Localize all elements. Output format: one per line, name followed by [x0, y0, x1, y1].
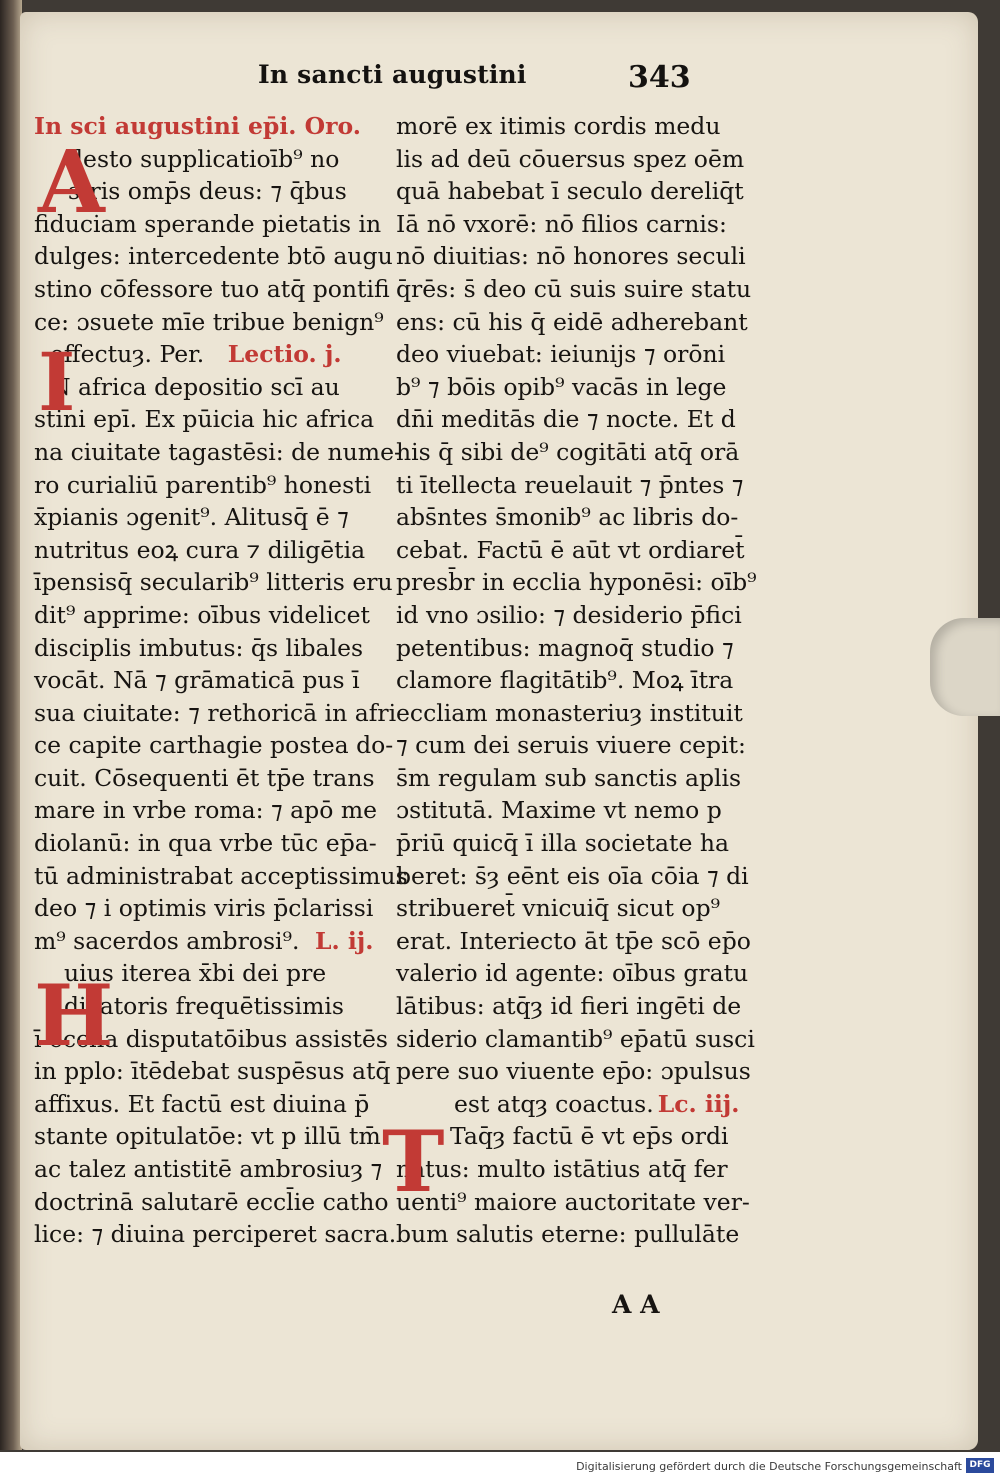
text-line: nutritus eoꝝ cura ⁊ diligētia — [34, 535, 366, 564]
text-line: sua ciuitate: ⁊ rethoricā in afri — [34, 698, 397, 727]
right-text-column — [396, 110, 771, 1251]
text-line: Iā nō vxorē: nō filios carnis: — [396, 209, 727, 238]
text-line: eccliam monasteriuȝ instituit — [396, 698, 743, 727]
text-line: id vno ɔsilio: ⁊ desiderio p̄fici — [396, 600, 742, 629]
text-fragment: effectuȝ. Per. — [50, 340, 205, 369]
text-line — [34, 338, 369, 371]
text-line: lātibus: atq̄ȝ id fieri ingēti de — [396, 992, 742, 1021]
text-line: morē ex itimis cordis medu — [396, 112, 721, 140]
funding-credit: Digitalisierung gefördert durch die Deutsche Forschungsgemeinschaft — [576, 1460, 962, 1473]
text-line: cuit. Cōsequenti ēt tp̄e trans — [34, 763, 375, 792]
text-fragment: est atqȝ coactus. — [454, 1089, 654, 1118]
footer-bar — [0, 1452, 1000, 1480]
text-line: his q̄ sibi de⁹ cogitāti atq̄ orā — [396, 437, 740, 466]
text-line: doctrinā salutarē eccl̄ie catho — [34, 1187, 389, 1216]
text-line: stris omp̄s deus: ⁊ q̄bus — [68, 177, 347, 206]
text-line: affixus. Et factū est diuina p̄ — [34, 1089, 370, 1118]
rubric-lectio: Lectio. j. — [227, 340, 342, 369]
decorated-initial-t: T — [382, 1112, 445, 1211]
text-line: quā habebat ī seculo dereliq̄t — [396, 177, 744, 206]
text-line: ac talez antistitē ambrosiuȝ ⁊ — [34, 1155, 383, 1183]
text-line: lis ad deū cōuersus spez oēm — [396, 144, 745, 173]
text-line: tū administrabat acceptissimus — [34, 861, 408, 890]
text-line: dn̄i meditās die ⁊ nocte. Et d — [396, 405, 736, 434]
rubric-heading: In sci augustini ep̄i. Oro. — [34, 112, 361, 140]
text-line: x̄pianis ɔgenit⁹. Alitusq̄ ē ⁊ — [34, 503, 349, 532]
text-line: ⁊ cum dei seruis viuere cepit: — [396, 731, 746, 760]
text-line: stino cōfessore tuo atq̄ pontifi — [34, 274, 390, 303]
running-title: In sancti augustini — [258, 60, 527, 89]
text-line: deo ⁊ i optimis viris p̄clarissi — [34, 894, 374, 923]
decorated-initial-i: I — [38, 335, 76, 429]
decorated-initial-a: A — [38, 132, 105, 233]
text-line: nō diuitias: nō honores seculi — [396, 242, 746, 271]
text-line: cebat. Factū ē aūt vt ordiaret̄ — [396, 535, 745, 564]
page-clip — [930, 618, 1000, 716]
text-line: valerio id agente: oībus gratu — [396, 959, 749, 988]
book-edge — [0, 0, 22, 1450]
text-line: ro curialiū parentib⁹ honesti — [34, 470, 372, 499]
text-line: uius iterea x̄bi dei pre — [64, 959, 327, 988]
text-line — [396, 1088, 771, 1121]
text-line: N africa depositio scī au — [50, 372, 340, 401]
text-line — [34, 925, 374, 958]
text-line: s̄m regulam sub sanctis aplis — [396, 763, 742, 792]
rubric-lectio: Lc. iij. — [657, 1089, 740, 1118]
text-line: deo viuebat: ieiunijs ⁊ orōni — [396, 340, 726, 369]
dfg-logo: DFG — [966, 1458, 994, 1473]
text-line: natus: multo istātius atq̄ fer — [396, 1155, 728, 1183]
text-line: vocāt. Nā ⁊ grāmaticā pus ī — [34, 666, 360, 695]
text-line: pere suo viuente ep̄o: ɔpulsus — [396, 1057, 751, 1086]
text-line: b⁹ ⁊ bōis opib⁹ vacās in lege — [396, 372, 727, 401]
text-line: stribueret̄ vnicuiq̄ sicut op⁹ — [396, 894, 721, 923]
text-line: diolanū: in qua vrbe tūc ep̄a- — [34, 829, 377, 858]
text-line: desto supplicatioīb⁹ no — [68, 144, 340, 173]
text-line: stini epī. Ex pūicia hic africa — [34, 405, 375, 434]
text-line: beret: s̄ȝ eēnt eis oīa cōia ⁊ di — [396, 861, 749, 890]
left-text-column — [34, 110, 408, 1251]
text-line: mare in vrbe roma: ⁊ apō me — [34, 796, 378, 825]
text-line: q̄rēs: s̄ deo cū suis suire statu — [396, 274, 752, 303]
text-line: dit⁹ apprime: oībus videlicet — [34, 600, 370, 629]
text-line: stante opitulatōe: vt p illū tm̄ — [34, 1122, 381, 1151]
rubric-lectio: L. ij. — [314, 926, 374, 955]
text-line: fiduciam sperande pietatis in — [34, 209, 382, 238]
text-line: ce capite carthagie postea do- — [34, 731, 394, 760]
text-line: abs̄ntes s̄monib⁹ ac libris do- — [396, 503, 739, 532]
text-line: uenti⁹ maiore auctoritate ver- — [396, 1187, 750, 1216]
text-fragment: m⁹ sacerdos ambrosi⁹. — [34, 926, 300, 955]
text-line: lice: ⁊ diuina perciperet sacra. — [34, 1220, 397, 1249]
text-line: presb̄r in ecclia hyponēsi: oīb⁹ — [396, 568, 757, 597]
text-line: erat. Interiecto āt tp̄e scō ep̄o — [396, 926, 751, 955]
page-number: 343 — [628, 60, 691, 95]
text-line: Taq̄ȝ factū ē vt ep̄s ordi — [450, 1122, 729, 1151]
text-line: ī ecclia disputatōibus assistēs — [34, 1024, 388, 1053]
text-line: īpensisq̄ secularib⁹ litteris eru — [34, 568, 393, 597]
text-line: siderio clamantib⁹ ep̄atū susci — [396, 1024, 755, 1053]
text-line: petentibus: magnoq̄ studio ⁊ — [396, 633, 734, 662]
text-line: dicatoris frequētissimis — [64, 992, 344, 1021]
text-line: ti ītellecta reuelauit ⁊ p̄ntes ⁊ — [396, 470, 744, 499]
text-line: clamore flagitātib⁹. Moꝝ ītra — [396, 666, 734, 695]
text-line: in pplo: ītēdebat suspēsus atq̄ — [34, 1057, 391, 1086]
text-line: p̄riū quicq̄ ī illa societate ha — [396, 829, 729, 858]
text-line: ɔstitutā. Maxime vt nemo p — [396, 796, 722, 825]
signature-mark: A A — [612, 1290, 660, 1319]
text-line: dulges: intercedente btō augu — [34, 242, 393, 271]
decorated-initial-h: H — [34, 966, 114, 1065]
text-line: bum salutis eterne: pullulāte — [396, 1220, 740, 1249]
text-line: na ciuitate tagastēsi: de nume- — [34, 437, 402, 466]
text-line: ce: ɔsuete mīe tribue benign⁹ — [34, 307, 384, 336]
text-line: ens: cū his q̄ eidē adherebant — [396, 307, 748, 336]
text-line: disciplis imbutus: q̄s libales — [34, 633, 364, 662]
